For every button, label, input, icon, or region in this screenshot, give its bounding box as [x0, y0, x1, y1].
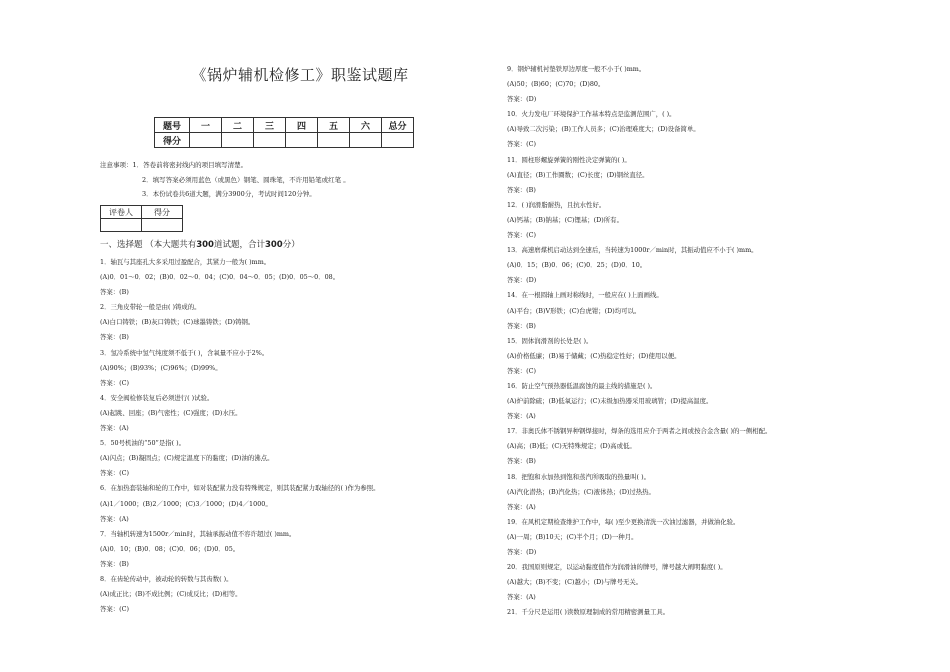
section-suffix: 分）: [282, 240, 300, 250]
question-line: 1．轴瓦与其座孔大多采用过盈配合，其紧力一般为( )mm。: [100, 258, 271, 266]
question-line: (A)一周；(B)10天；(C)半个月；(D)一种月。: [507, 532, 638, 541]
question-line: 19．在风机定期检查维护工作中，每( )至少更换清洗一次油过滤器，并做油化验。: [507, 517, 740, 526]
question-line: (A)50；(B)60；(C)70；(D)80。: [507, 80, 605, 89]
note-line: 注意事项：1．答卷前将密封线内的项目填写清楚。: [100, 161, 248, 169]
question-line: 答案：(A): [507, 412, 536, 421]
question-line: 答案：(C): [100, 378, 130, 387]
question-line: (A)90%；(B)93%；(C)96%；(D)99%。: [100, 363, 222, 372]
note-line: 3．本份试卷共6道大题，满分3900分，考试时间120分钟。: [142, 190, 316, 198]
page-title: 《锅炉辅机检修工》职鉴试题库: [191, 66, 409, 84]
score-header-cell: 三: [254, 118, 286, 133]
question-line: (A)起跳、回座；(B)气密性；(C)强度；(D)水压。: [100, 408, 242, 417]
score-input-cell[interactable]: [286, 133, 318, 148]
question-line: 答案：(D): [507, 548, 537, 556]
question-line: 14．在一根圆轴上画对称线时，一般应在( )上面画线。: [507, 291, 663, 300]
question-line: 答案：(C): [507, 231, 537, 240]
score-input-cell[interactable]: [190, 133, 222, 148]
question-line: (A)成正比；(B)不成比例；(C)成反比；(D)相等。: [100, 590, 242, 599]
question-line: 12．( )润滑脂耐热，且抗水性好。: [507, 200, 606, 209]
score-header-cell: 五: [318, 118, 350, 133]
score-header-cell: 总分: [382, 118, 414, 133]
question-line: 21．千分尺是运用( )读数原理制成的常用精密测量工具。: [507, 608, 670, 617]
question-line: (A)价格低廉；(B)易于储藏；(C)热稳定性好；(D)使用以便。: [507, 351, 681, 360]
question-line: 答案：(A): [100, 514, 129, 523]
question-line: 9．钢炉辅机衬垫铁厚边厚度一般不小于( )mm。: [507, 65, 646, 73]
question-line: 答案：(D): [507, 276, 537, 285]
question-line: 答案：(C): [507, 366, 537, 375]
question-line: 答案：(D): [507, 95, 537, 104]
section-heading: [100, 238, 300, 250]
question-line: 答案：(C): [100, 605, 130, 614]
question-line: 4．安全阀检修装复后必须进行( )试验。: [100, 393, 214, 402]
question-line: (A)1／1000；(B)2／1000；(C)3／1000；(D)4／1000。: [100, 499, 272, 508]
reviewer-score-cell[interactable]: [142, 219, 183, 232]
score-input-cell[interactable]: [254, 133, 286, 148]
question-line: 5．50号机油的“50”是指( )。: [100, 439, 186, 448]
section-count: 300: [196, 240, 214, 250]
question-line: 答案：(A): [507, 593, 536, 602]
question-line: (A)平台；(B)V形铁；(C)台虎钳；(D)均可以。: [507, 306, 641, 315]
reviewer-score-label: 得分: [142, 206, 183, 219]
section-prefix: 一、选择题 （本大题共有: [100, 240, 197, 250]
question-line: 答案：(B): [100, 559, 129, 568]
question-line: 答案：(B): [507, 457, 536, 466]
score-table-header-row: [155, 118, 414, 133]
section-points: 300: [264, 240, 283, 250]
question-line: 答案：(B): [100, 333, 129, 342]
score-input-cell[interactable]: [350, 133, 382, 148]
question-line: 13．高速磨煤机启动达到全速后，当转速为1000r／min时，其振动值应不小于( )mm。: [507, 246, 758, 255]
reviewer-table: [100, 205, 183, 232]
score-header-cell: 六: [350, 118, 382, 133]
question-line: (A)0．15；(B)0．06；(C)0．25；(D)0．10。: [507, 261, 647, 270]
question-line: (A)白口铸铁；(B)灰口铸铁；(C)球墨铸铁；(D)铸钢。: [100, 318, 255, 327]
question-line: 答案：(C): [507, 140, 537, 149]
question-line: 15．固体润滑剂的长处是( )。: [507, 336, 593, 345]
question-line: 6．在加热套装轴和轮的工作中，如对装配紧力没有特殊规定，则其装配紧力取轴径的( )作为参照。: [100, 484, 380, 493]
question-line: 答案：(C): [100, 469, 130, 478]
reviewer-label: 评卷人: [101, 206, 142, 219]
score-row-label: 得分: [155, 133, 190, 148]
score-input-cell[interactable]: [222, 133, 254, 148]
score-header-cell: 四: [286, 118, 318, 133]
question-line: (A)高；(B)低；(C)无特殊规定；(D)高或低。: [507, 442, 636, 451]
exam-notes: [100, 158, 350, 202]
score-table: [154, 117, 414, 148]
score-input-cell[interactable]: [318, 133, 350, 148]
question-line: 7．当轴机转速为1500r／min时，其轴承振动值不容许超过( )mm。: [100, 529, 296, 538]
question-line: 答案：(A): [507, 502, 536, 511]
score-header-cell: 二: [222, 118, 254, 133]
score-header-cell: 一: [190, 118, 222, 133]
question-line: 答案：(B): [100, 288, 129, 297]
question-line: (A)越大；(B)不变；(C)越小；(D)与牌号无关。: [507, 578, 643, 587]
question-line: (A)直径；(B)工作圈数；(C)长度；(D)钢丝直径。: [507, 170, 649, 179]
question-line: 16．防止空气预热器低温腐蚀的最主线的措施是( )。: [507, 381, 657, 390]
section-mid: 道试题，合计: [213, 240, 265, 250]
question-line: 10．火力发电厂环境保护工作基本特点是监测范围广，( )。: [507, 110, 676, 119]
score-header-cell: 题号: [155, 118, 190, 133]
question-line: (A)炉前除硫；(B)低氧运行；(C)末级加热器采用玻璃管；(D)提高温度。: [507, 397, 713, 406]
question-line: 2．三角皮带轮一般是由( )铸成的。: [100, 303, 201, 312]
question-line: (A)0．01～0．02；(B)0．02～0．04；(C)0．04～0．05；(D)0．05～0．08。: [100, 273, 340, 282]
question-line: 答案：(A): [100, 424, 129, 433]
score-input-cell[interactable]: [382, 133, 414, 148]
question-line: (A)钙基；(B)钠基；(C)锂基；(D)所有。: [507, 215, 623, 224]
question-line: 18．把饱和水加热到饱和蒸汽所吸取的热量叫( )。: [507, 472, 650, 481]
question-line: (A)汽化潜热；(B)汽化热；(C)液体热；(D)过热热。: [507, 487, 655, 496]
question-line: (A)闪点；(B)凝固点；(C)规定温度下的黏度；(D)油的沸点。: [100, 454, 274, 463]
question-line: (A)导致二次污染；(B)工作人员多；(C)治理难度大；(D)设备简单。: [507, 125, 700, 134]
note-line: 2．填写答案必须用蓝色（或黑色）钢笔、圆珠笔，不许用铅笔或红笔 。: [142, 175, 350, 184]
question-line: 答案：(B): [507, 321, 536, 330]
question-line: 17．非奥氏体不锈钢异种钢焊接时，焊条的选用应介于两者之间或按合金含量( )的一侧相配。: [507, 427, 772, 436]
question-line: 8．在齿轮传动中，被动轮的转数与其齿数( )。: [100, 574, 233, 583]
left-column: [100, 255, 480, 617]
right-column: [507, 62, 907, 620]
question-line: (A)0．10；(B)0．08；(C)0．06；(D)0．05。: [100, 544, 240, 553]
question-line: 11．圆柱形螺旋弹簧的刚性决定弹簧的( )。: [507, 155, 631, 164]
question-line: 答案：(B): [507, 185, 536, 194]
question-line: 3．氢冷系统中氢气纯度须不低于( )，含氧量不应小于2%。: [100, 348, 269, 357]
score-table-score-row: [155, 133, 414, 148]
reviewer-input-cell[interactable]: [101, 219, 142, 232]
question-line: 20．我国原则规定，以运动黏度值作为润滑油的牌号，牌号越大阐明黏度( )。: [507, 563, 727, 572]
